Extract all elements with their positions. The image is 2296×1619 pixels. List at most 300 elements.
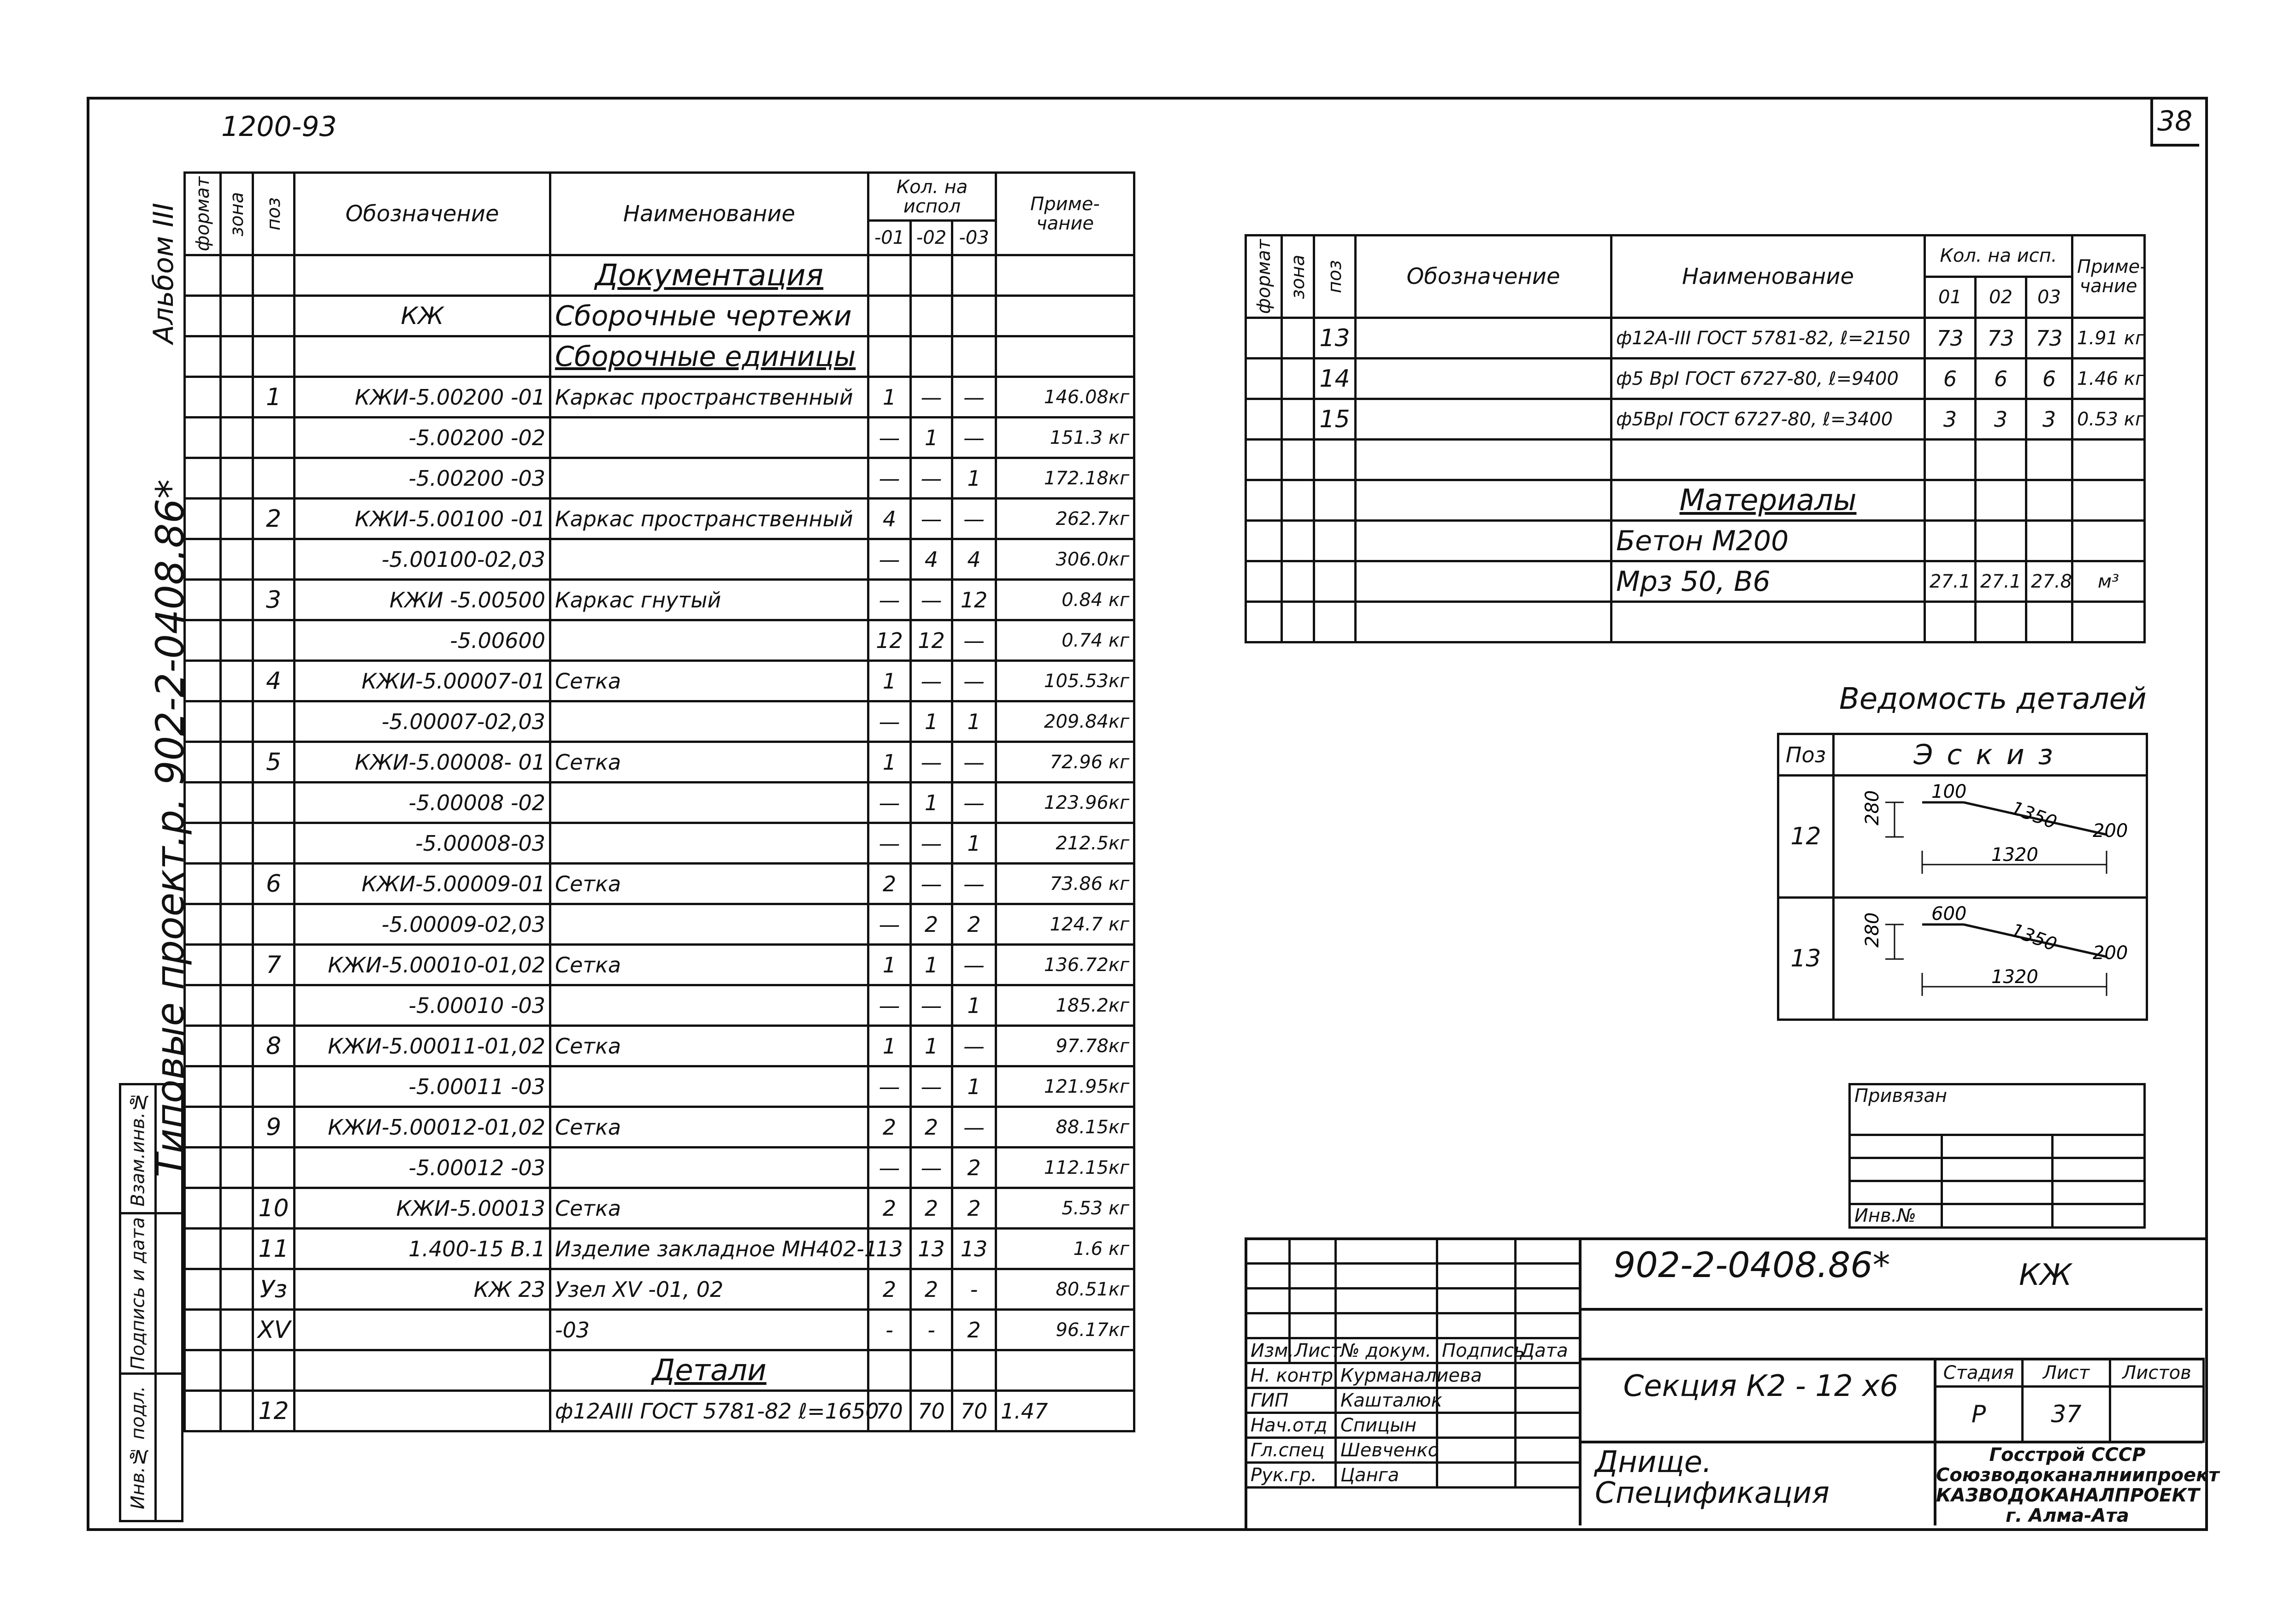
q3-cell: — xyxy=(952,661,996,701)
role-label: Рук.гр. xyxy=(1246,1463,1336,1488)
signature-cell xyxy=(1437,1388,1516,1413)
designation-cell: -5.00007-02,03 xyxy=(295,701,550,742)
album-label: Альбом III xyxy=(148,203,180,344)
q2-cell: 3 xyxy=(1976,399,2026,440)
note-cell: 212.5кг xyxy=(996,823,1134,864)
r-col-designation: Обозначение xyxy=(1356,235,1611,318)
zone-cell xyxy=(1282,359,1314,399)
stage-table xyxy=(1934,1358,2205,1443)
name-cell: Каркас пространственный xyxy=(550,377,868,418)
detail-sketch-row xyxy=(1778,776,2147,898)
q3-cell: — xyxy=(952,620,996,661)
format-cell xyxy=(1246,399,1282,440)
doc-designation: КЖ xyxy=(295,296,550,336)
zone-cell xyxy=(221,823,253,864)
zone-cell xyxy=(1282,318,1314,359)
designation-cell: КЖИ-5.00008- 01 xyxy=(295,742,550,783)
zone-cell xyxy=(221,661,253,701)
name-cell: ф12А-III ГОСТ 5781-82, ℓ=2150 xyxy=(1611,318,1925,359)
table-row xyxy=(185,1107,1134,1148)
q1-cell: - xyxy=(868,1310,911,1350)
q1-cell: — xyxy=(868,701,911,742)
title-code: 902-2-0408.86* xyxy=(1613,1244,1890,1285)
designation-cell xyxy=(1356,399,1611,440)
note-cell: 80.51кг xyxy=(996,1269,1134,1310)
name-cell: Каркас гнутый xyxy=(550,580,868,620)
note-cell: 123.96кг xyxy=(996,783,1134,823)
designation-cell: КЖИ-5.00100 -01 xyxy=(295,499,550,539)
dimension-label: 1350 xyxy=(2008,797,2060,833)
role-person: Спицын xyxy=(1336,1413,1437,1438)
format-cell xyxy=(185,1066,221,1107)
col-qty: Кол. на испол xyxy=(868,173,996,221)
note-cell: 112.15кг xyxy=(996,1148,1134,1188)
zone-cell xyxy=(221,945,253,985)
pos-cell xyxy=(253,418,295,458)
role-row xyxy=(1246,1363,1580,1388)
q1-cell: — xyxy=(868,985,911,1026)
q3-cell: — xyxy=(952,499,996,539)
q1-cell: 1 xyxy=(868,377,911,418)
dimension-label: 200 xyxy=(2093,820,2128,842)
table-row xyxy=(185,985,1134,1026)
format-cell xyxy=(185,701,221,742)
q1-cell xyxy=(1925,521,1976,561)
materials-title: Материалы xyxy=(1611,480,1925,521)
note-cell: 124.7 кг xyxy=(996,904,1134,945)
note-cell: 262.7кг xyxy=(996,499,1134,539)
rev-sign: Подпись xyxy=(1437,1338,1516,1363)
designation-cell: -5.00009-02,03 xyxy=(295,904,550,945)
name-cell: Сетка xyxy=(550,945,868,985)
zone-cell xyxy=(1282,399,1314,440)
format-cell xyxy=(185,1188,221,1229)
zone-cell xyxy=(221,418,253,458)
role-person: Курманалиева xyxy=(1336,1363,1437,1388)
q2-cell: 4 xyxy=(911,539,952,580)
q2-cell: 2 xyxy=(911,904,952,945)
q3-cell: — xyxy=(952,783,996,823)
name-cell xyxy=(550,783,868,823)
dimension-label: 200 xyxy=(2093,942,2128,964)
section-docs: Документация xyxy=(550,255,868,296)
q1-cell: — xyxy=(868,580,911,620)
right-spec-table xyxy=(1245,234,2146,643)
table-row xyxy=(185,661,1134,701)
q2-cell: 2 xyxy=(911,1269,952,1310)
designation-cell: -5.00008 -02 xyxy=(295,783,550,823)
note-cell: 146.08кг xyxy=(996,377,1134,418)
dimension-label: 600 xyxy=(1931,903,1967,924)
note-cell: 105.53кг xyxy=(996,661,1134,701)
name-cell: -03 xyxy=(550,1310,868,1350)
name-cell xyxy=(550,458,868,499)
material-name: Бетон М200 xyxy=(1611,521,1925,561)
q3-cell: — xyxy=(952,1026,996,1066)
zone-cell xyxy=(221,1229,253,1269)
zone-cell xyxy=(221,580,253,620)
q1-cell: — xyxy=(868,458,911,499)
zone-cell xyxy=(221,377,253,418)
designation-cell: -5.00008-03 xyxy=(295,823,550,864)
q3-cell: 4 xyxy=(952,539,996,580)
dimension-label: 280 xyxy=(1862,790,1883,825)
designation-cell: КЖИ-5.00009-01 xyxy=(295,864,550,904)
rev-date: Дата xyxy=(1516,1338,1580,1363)
format-cell xyxy=(185,539,221,580)
note-cell: 209.84кг xyxy=(996,701,1134,742)
col-designation: Обозначение xyxy=(295,173,550,255)
q1-cell: — xyxy=(868,418,911,458)
q3-cell: 1 xyxy=(952,1066,996,1107)
name-cell: Изделие закладное МН402-1 xyxy=(550,1229,868,1269)
attached-inv: Инв.№ xyxy=(1850,1204,1942,1228)
designation-cell: КЖИ-5.00007-01 xyxy=(295,661,550,701)
q2-cell: — xyxy=(911,377,952,418)
col-note: Приме- чание xyxy=(996,173,1134,255)
table-row xyxy=(1246,318,2145,359)
format-cell xyxy=(1246,359,1282,399)
zone-cell xyxy=(221,701,253,742)
detail-sketch-cell xyxy=(1834,776,2147,898)
note-cell: 0.74 кг xyxy=(996,620,1134,661)
title-divider-1 xyxy=(1579,1308,2202,1311)
q2-cell: 27.1 xyxy=(1976,561,2026,602)
details-col-pos: Поз xyxy=(1778,734,1834,776)
details-col-sketch: Эскиз xyxy=(1834,734,2147,776)
q3-cell: — xyxy=(952,377,996,418)
section-details: Детали xyxy=(550,1350,868,1391)
format-cell xyxy=(185,418,221,458)
designation-cell: КЖИ-5.00013 xyxy=(295,1188,550,1229)
table-row xyxy=(185,377,1134,418)
pos-cell: Уз xyxy=(253,1269,295,1310)
r-col-zone: зона xyxy=(1282,235,1314,318)
col-zone: зона xyxy=(221,173,253,255)
role-label: ГИП xyxy=(1246,1388,1336,1413)
q3-cell: — xyxy=(952,945,996,985)
r-col-qty: Кол. на исп. xyxy=(1925,235,2072,277)
q1-cell: 1 xyxy=(868,661,911,701)
role-person: Шевченко xyxy=(1336,1438,1437,1463)
q1-cell: 1 xyxy=(868,945,911,985)
format-cell xyxy=(1246,318,1282,359)
table-row xyxy=(185,1066,1134,1107)
q1-cell: 4 xyxy=(868,499,911,539)
zone-cell xyxy=(221,1269,253,1310)
zone-cell xyxy=(221,1188,253,1229)
zone-cell xyxy=(221,1107,253,1148)
designation-cell xyxy=(1356,359,1611,399)
col-q1: -01 xyxy=(868,221,911,255)
table-row xyxy=(185,499,1134,539)
date-cell xyxy=(1516,1388,1580,1413)
zone-cell xyxy=(221,1148,253,1188)
pos-cell: 4 xyxy=(253,661,295,701)
name-cell: Каркас пространственный xyxy=(550,499,868,539)
note-cell: 0.84 кг xyxy=(996,580,1134,620)
q3-cell: — xyxy=(952,864,996,904)
r-col-q2: 02 xyxy=(1976,277,2026,318)
r-col-format: формат xyxy=(1246,235,1282,318)
pos-cell xyxy=(253,823,295,864)
table-row xyxy=(185,823,1134,864)
zone-cell xyxy=(221,1026,253,1066)
zone-cell xyxy=(221,985,253,1026)
q1-cell: 1 xyxy=(868,742,911,783)
q2-cell: — xyxy=(911,661,952,701)
q1-cell: 73 xyxy=(1925,318,1976,359)
doc-name: Сборочные чертежи xyxy=(550,296,868,336)
name-cell: Сетка xyxy=(550,742,868,783)
designation-cell: -5.00011 -03 xyxy=(295,1066,550,1107)
name-cell: ф5 ВрI ГОСТ 6727-80, ℓ=9400 xyxy=(1611,359,1925,399)
stamp-inv: Инв.№ подл. xyxy=(120,1374,156,1521)
detail-pos: 12 xyxy=(253,1391,295,1431)
q2-cell xyxy=(1976,521,2026,561)
designation-cell: КЖИ-5.00011-01,02 xyxy=(295,1026,550,1066)
q2-cell: 1 xyxy=(911,701,952,742)
pos-cell xyxy=(1314,521,1356,561)
table-row xyxy=(185,580,1134,620)
table-row xyxy=(185,701,1134,742)
date-cell xyxy=(1516,1413,1580,1438)
sheets-label: Листов xyxy=(2110,1359,2204,1387)
detail-sketch-cell xyxy=(1834,898,2147,1020)
q3-cell: — xyxy=(952,742,996,783)
designation-cell: -5.00600 xyxy=(295,620,550,661)
spec-table xyxy=(183,171,1135,1432)
role-row xyxy=(1246,1413,1580,1438)
note-cell: 172.18кг xyxy=(996,458,1134,499)
name-cell xyxy=(550,539,868,580)
format-cell xyxy=(185,945,221,985)
zone-cell xyxy=(1282,561,1314,602)
pos-cell: XV xyxy=(253,1310,295,1350)
q3-cell: — xyxy=(952,1107,996,1148)
role-person: Кашталюк xyxy=(1336,1388,1437,1413)
sheet-label: Лист xyxy=(2023,1359,2110,1387)
role-label: Н. контр xyxy=(1246,1363,1336,1388)
designation-cell: -5.00200 -02 xyxy=(295,418,550,458)
format-cell xyxy=(185,499,221,539)
sheets-value xyxy=(2110,1387,2204,1442)
rev-list: Лист xyxy=(1290,1338,1336,1363)
pos-cell: 3 xyxy=(253,580,295,620)
dimension-label: 1320 xyxy=(1991,844,2038,865)
q2-cell: — xyxy=(911,823,952,864)
table-row xyxy=(1246,359,2145,399)
format-cell xyxy=(185,864,221,904)
role-label: Нач.отд xyxy=(1246,1413,1336,1438)
q1-cell: 2 xyxy=(868,1188,911,1229)
q1-cell: 1 xyxy=(868,1026,911,1066)
q2-cell: 6 xyxy=(1976,359,2026,399)
designation-cell: КЖИ -5.00500 xyxy=(295,580,550,620)
format-cell xyxy=(185,742,221,783)
table-row xyxy=(185,1310,1134,1350)
format-cell xyxy=(185,985,221,1026)
sheet-value: 37 xyxy=(2023,1387,2110,1442)
q2-cell: 73 xyxy=(1976,318,2026,359)
designation-cell: -5.00200 -03 xyxy=(295,458,550,499)
pos-cell xyxy=(253,701,295,742)
format-cell xyxy=(185,1229,221,1269)
bent-bar-sketch xyxy=(1835,777,2143,895)
detail-q3: 70 xyxy=(952,1391,996,1431)
note-cell: 1.91 кг xyxy=(2072,318,2145,359)
q1-cell: — xyxy=(868,539,911,580)
name-cell: Сетка xyxy=(550,661,868,701)
pos-cell xyxy=(253,1066,295,1107)
detail-q2: 70 xyxy=(911,1391,952,1431)
attached-stamp xyxy=(1848,1083,2146,1229)
detail-name: ф12АIII ГОСТ 5781-82 ℓ=1650 xyxy=(550,1391,868,1431)
note-cell: 1.6 кг xyxy=(996,1229,1134,1269)
pos-cell xyxy=(253,620,295,661)
bent-bar-sketch xyxy=(1835,899,2143,1017)
top-left-code: 1200-93 xyxy=(221,111,337,143)
q3-cell: 27.8 xyxy=(2026,561,2072,602)
q3-cell: - xyxy=(952,1269,996,1310)
r-col-note: Приме- чание xyxy=(2072,235,2145,318)
table-row xyxy=(185,1188,1134,1229)
stage-value: Р xyxy=(1935,1387,2023,1442)
table-row xyxy=(185,458,1134,499)
format-cell xyxy=(185,661,221,701)
q3-cell: 13 xyxy=(952,1229,996,1269)
organization: Госстрой СССР Союзводоканалниипроект КАЗВОДОКАНАЛПРОЕКТ г. Алма-Ата xyxy=(1936,1444,2219,1526)
zone-cell xyxy=(1282,521,1314,561)
q2-cell: 2 xyxy=(911,1188,952,1229)
details-sheet-title: Ведомость деталей xyxy=(1839,682,2147,716)
q1-cell: 3 xyxy=(1925,399,1976,440)
name-cell: Сетка xyxy=(550,1026,868,1066)
table-row xyxy=(185,783,1134,823)
q3-cell: 2 xyxy=(952,904,996,945)
q2-cell: — xyxy=(911,742,952,783)
note-cell: 185.2кг xyxy=(996,985,1134,1026)
signature-cell xyxy=(1437,1413,1516,1438)
sheet-number: 38 xyxy=(2157,105,2193,137)
pos-cell: 6 xyxy=(253,864,295,904)
zone-cell xyxy=(221,864,253,904)
designation-cell: КЖИ-5.00012-01,02 xyxy=(295,1107,550,1148)
table-row xyxy=(185,1026,1134,1066)
designation-cell: -5.00012 -03 xyxy=(295,1148,550,1188)
pos-cell xyxy=(253,904,295,945)
pos-cell xyxy=(253,985,295,1026)
q2-cell: 1 xyxy=(911,945,952,985)
q1-cell: — xyxy=(868,1066,911,1107)
q2-cell: - xyxy=(911,1310,952,1350)
detail-des xyxy=(295,1391,550,1431)
detail-pos: 13 xyxy=(1778,898,1834,1020)
table-row xyxy=(185,620,1134,661)
q2-cell: — xyxy=(911,458,952,499)
q1-cell: — xyxy=(868,823,911,864)
name-cell: Сетка xyxy=(550,1188,868,1229)
designation-cell: -5.00100-02,03 xyxy=(295,539,550,580)
zone-cell xyxy=(221,539,253,580)
name-cell xyxy=(550,701,868,742)
q3-cell: 2 xyxy=(952,1148,996,1188)
q2-cell: 13 xyxy=(911,1229,952,1269)
series-vertical-text: Типовые проект.р. 902-2-0408.86* xyxy=(148,479,193,1177)
designation-cell xyxy=(1356,318,1611,359)
q3-cell: 1 xyxy=(952,701,996,742)
pos-cell: 1 xyxy=(253,377,295,418)
dimension-label: 1320 xyxy=(1991,966,2038,988)
rev-doc: № докум. xyxy=(1336,1338,1437,1363)
format-cell xyxy=(185,904,221,945)
q3-cell: 12 xyxy=(952,580,996,620)
role-label: Гл.спец xyxy=(1246,1438,1336,1463)
date-cell xyxy=(1516,1438,1580,1463)
role-row xyxy=(1246,1463,1580,1488)
material-row xyxy=(1246,561,2145,602)
format-cell xyxy=(185,1107,221,1148)
table-row xyxy=(185,418,1134,458)
format-cell xyxy=(185,580,221,620)
q2-cell: — xyxy=(911,1066,952,1107)
note-cell: м³ xyxy=(2072,561,2145,602)
zone-cell xyxy=(221,620,253,661)
table-row xyxy=(185,904,1134,945)
col-format: формат xyxy=(185,173,221,255)
name-cell xyxy=(550,620,868,661)
format-cell xyxy=(1246,561,1282,602)
designation-cell: КЖИ-5.00200 -01 xyxy=(295,377,550,418)
designation-cell xyxy=(1356,561,1611,602)
name-cell xyxy=(550,418,868,458)
pos-cell: 15 xyxy=(1314,399,1356,440)
q1-cell: 12 xyxy=(868,620,911,661)
r-col-q1: 01 xyxy=(1925,277,1976,318)
detail-row xyxy=(185,1391,1134,1431)
q1-cell: 13 xyxy=(868,1229,911,1269)
format-cell xyxy=(185,377,221,418)
q2-cell: — xyxy=(911,985,952,1026)
section-title: Секция К2 - 12 х6 xyxy=(1623,1369,1899,1403)
note-cell: 72.96 кг xyxy=(996,742,1134,783)
q3-cell: 2 xyxy=(952,1310,996,1350)
pos-cell: 5 xyxy=(253,742,295,783)
q3-cell: 6 xyxy=(2026,359,2072,399)
table-row xyxy=(185,742,1134,783)
col-name: Наименование xyxy=(550,173,868,255)
material-row xyxy=(1246,521,2145,561)
note-cell: 121.95кг xyxy=(996,1066,1134,1107)
note-cell: 5.53 кг xyxy=(996,1188,1134,1229)
note-cell: 1.46 кг xyxy=(2072,359,2145,399)
name-cell xyxy=(550,823,868,864)
zone-cell xyxy=(221,1310,253,1350)
pos-cell xyxy=(1314,561,1356,602)
pos-cell: 13 xyxy=(1314,318,1356,359)
format-cell xyxy=(185,1026,221,1066)
role-row xyxy=(1246,1388,1580,1413)
sheet-title: Днище. Спецификация xyxy=(1595,1445,1830,1511)
signature-cell xyxy=(1437,1438,1516,1463)
format-cell xyxy=(185,823,221,864)
q2-cell: 2 xyxy=(911,1107,952,1148)
material-name: Мрз 50, В6 xyxy=(1611,561,1925,602)
format-cell xyxy=(185,1269,221,1310)
pos-cell: 10 xyxy=(253,1188,295,1229)
details-sheet-table xyxy=(1777,733,2148,1021)
pos-cell: 9 xyxy=(253,1107,295,1148)
